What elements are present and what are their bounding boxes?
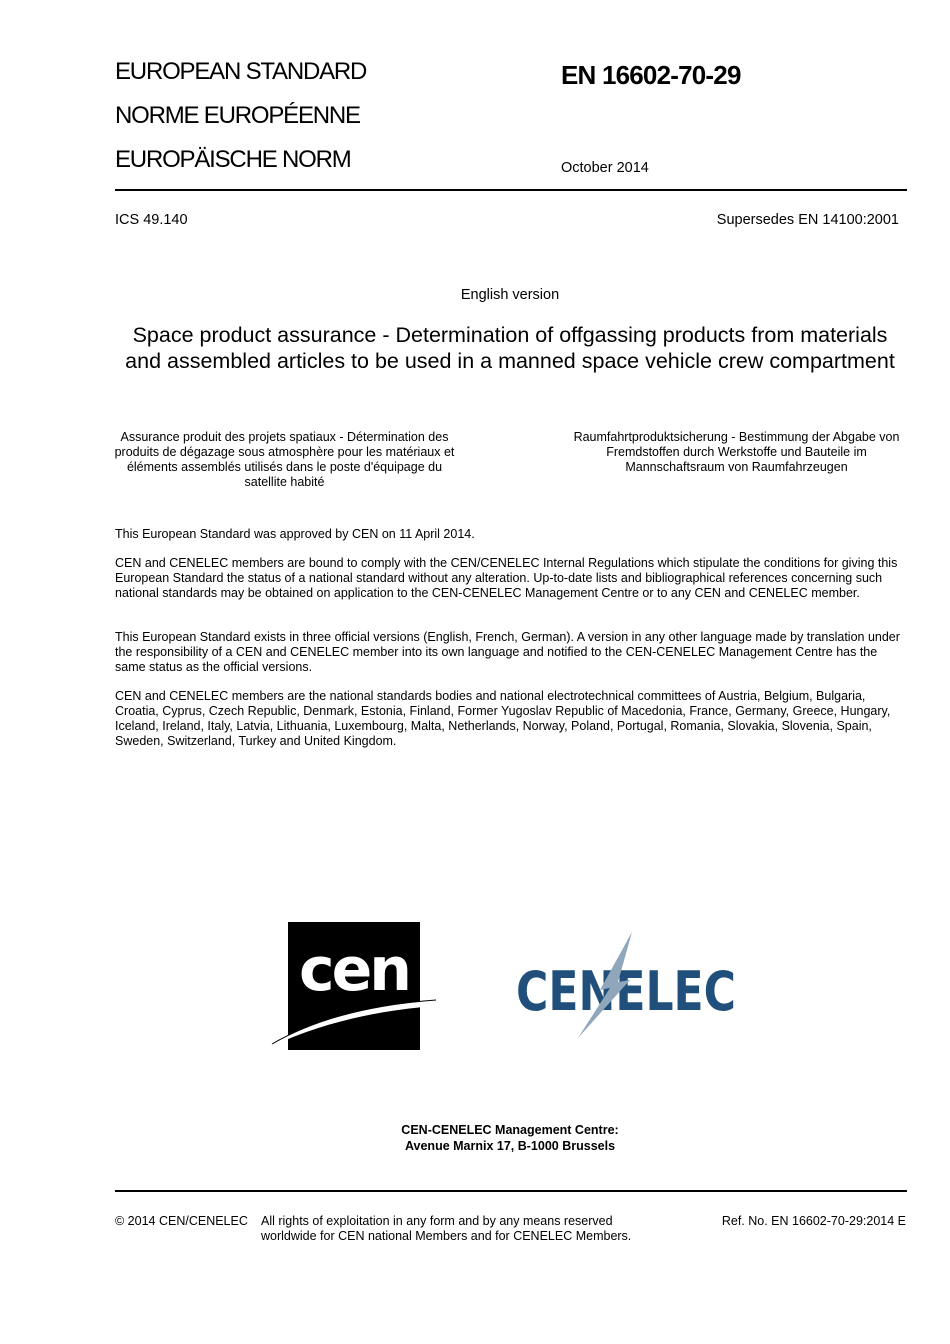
rights-notice: All rights of exploitation in any form and by any means reserved worldwide for CEN national Members and for CENELEC Members. — [261, 1214, 632, 1243]
publication-date: October 2014 — [561, 160, 649, 176]
title-french: Assurance produit des projets spatiaux - Détermination des produits de dégazage sous atmosphère pour les matériaux et éléments assemblés utilisés dans le poste d'équipage du satellite habité — [114, 430, 455, 489]
svg-text:CENELEC: CENELEC — [516, 960, 736, 1023]
title-german: Raumfahrtproduktsicherung - Bestimmung der Abgabe von Fremdstoffen durch Werkstoffe und Bauteile im Mannschaftsraum von Raumfahrzeugen — [573, 430, 900, 474]
svg-text:cen: cen — [299, 935, 409, 1005]
standard-name-de: EUROPÄISCHE NORM — [115, 146, 351, 173]
ics-code: ICS 49.140 — [115, 212, 188, 228]
copyright-notice: © 2014 CEN/CENELEC — [115, 1214, 248, 1228]
approval-paragraph: This European Standard was approved by CEN on 11 April 2014. — [115, 527, 475, 541]
management-centre-name: CEN-CENELEC Management Centre: — [401, 1123, 619, 1137]
reference-number: Ref. No. EN 16602-70-29:2014 E — [721, 1214, 906, 1228]
standard-name-fr: NORME EUROPÉENNE — [115, 102, 360, 129]
members-paragraph: CEN and CENELEC members are the national standards bodies and national electrotechnical committees of Austria, Belgium, Bulgaria, Croatia, Cyprus, Czech Republic, Denmark, Estonia, Finland, Former Yugoslav Republic of Macedonia, France, Germany, Greece, Hungary, Iceland, Ireland, Italy, Latvia, Lithuania, Luxembourg, Malta, Netherlands, Norway, Poland, Portugal, Romania, Slovakia, Slovenia, Spain, Sweden, Switzerland, Turkey and United Kingdom. — [115, 689, 891, 748]
standard-number: EN 16602-70-29 — [561, 60, 741, 90]
cen-logo — [270, 922, 438, 1052]
version-label: English version — [460, 287, 560, 303]
header-divider — [115, 189, 907, 191]
compliance-paragraph: CEN and CENELEC members are bound to comply with the CEN/CENELEC Internal Regulations which stipulate the conditions for giving this European Standard the status of a national standard without any alteration. Up-to-date lists and bibliographical references concerning such national standards may be obtained on application to the CEN-CENELEC Management Centre or to any CEN and CENELEC member. — [115, 556, 898, 600]
management-centre-address: Avenue Marnix 17, B-1000 Brussels — [404, 1139, 616, 1153]
cenelec-logo — [514, 930, 738, 1040]
versions-paragraph: This European Standard exists in three official versions (English, French, German). A version in any other language made by translation under the responsibility of a CEN and CENELEC member into its own language and notified to the CEN-CENELEC Management Centre has the same status as the official versions. — [115, 630, 900, 674]
footer-divider — [115, 1190, 907, 1192]
standard-name-en: EUROPEAN STANDARD — [115, 58, 367, 85]
supersedes-note: Supersedes EN 14100:2001 — [716, 212, 899, 228]
document-title: Space product assurance - Determination of offgassing products from materials and assembled articles to be used in a manned space vehicle crew compartment — [125, 323, 895, 373]
